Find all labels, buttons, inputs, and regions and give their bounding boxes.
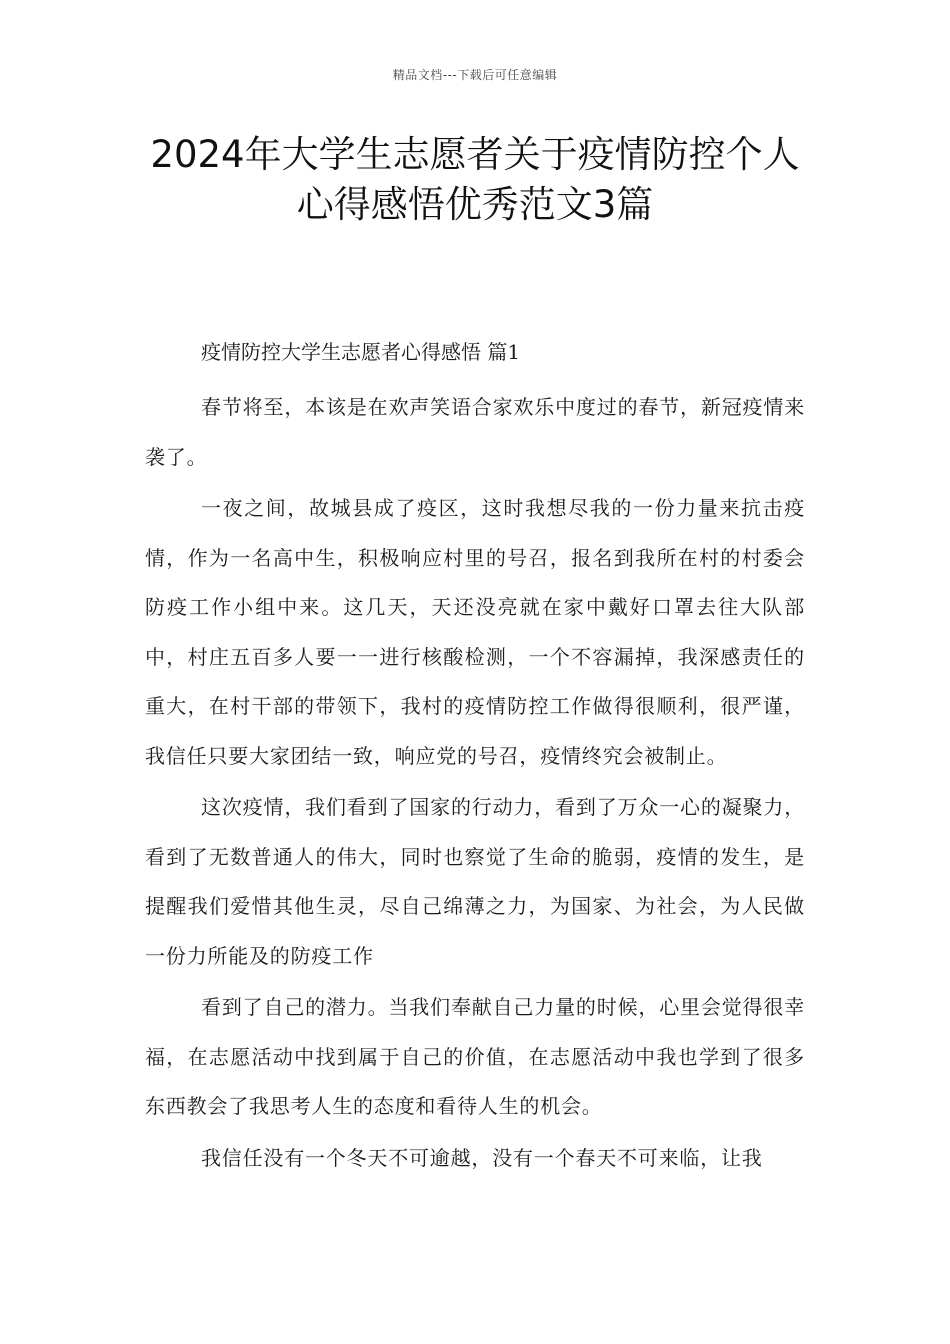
paragraph-2: 一夜之间，故城县成了疫区，这时我想尽我的一份力量来抗击疫情，作为一名高中生，积极响应村里的号召，报名到我所在村的村委会防疫工作小组中来。这几天，天还没亮就在家中戴好口罩去往大队部中，村庄五百多人要一一进行核酸检测，一个不容漏掉，我深感责任的重大，在村干部的带领下，我村的疫情防控工作做得很顺利，很严谨，我信任只要大家团结一致，响应党的号召，疫情终究会被制止。 [145,496,805,768]
section-heading: 疫情防控大学生志愿者心得感悟 篇1 [201,340,521,364]
paragraph-1: 春节将至，本该是在欢声笑语合家欢乐中度过的春节，新冠疫情来袭了。 [145,395,805,469]
document-title [100,130,850,230]
title-line-2: 心得感悟优秀范文3篇 [296,183,654,226]
title-line-1: 2024年大学生志愿者关于疫情防控个人 [150,133,800,176]
paragraph-5: 我信任没有一个冬天不可逾越，没有一个春天不可来临，让我 [201,1145,763,1170]
document-body [145,333,805,1185]
paragraph-3: 这次疫情，我们看到了国家的行动力，看到了万众一心的凝聚力，看到了无数普通人的伟大，同时也察觉了生命的脆弱，疫情的发生，是提醒我们爱惜其他生灵，尽自己绵薄之力，为国家、为社会，为人民做一份力所能及的防疫工作 [145,795,805,968]
paragraph-4: 看到了自己的潜力。当我们奉献自己力量的时候，心里会觉得很幸福，在志愿活动中找到属于自己的价值，在志愿活动中我也学到了很多东西教会了我思考人生的态度和看待人生的机会。 [145,995,805,1118]
header-note: 精品文档---下载后可任意编辑 [392,68,558,82]
